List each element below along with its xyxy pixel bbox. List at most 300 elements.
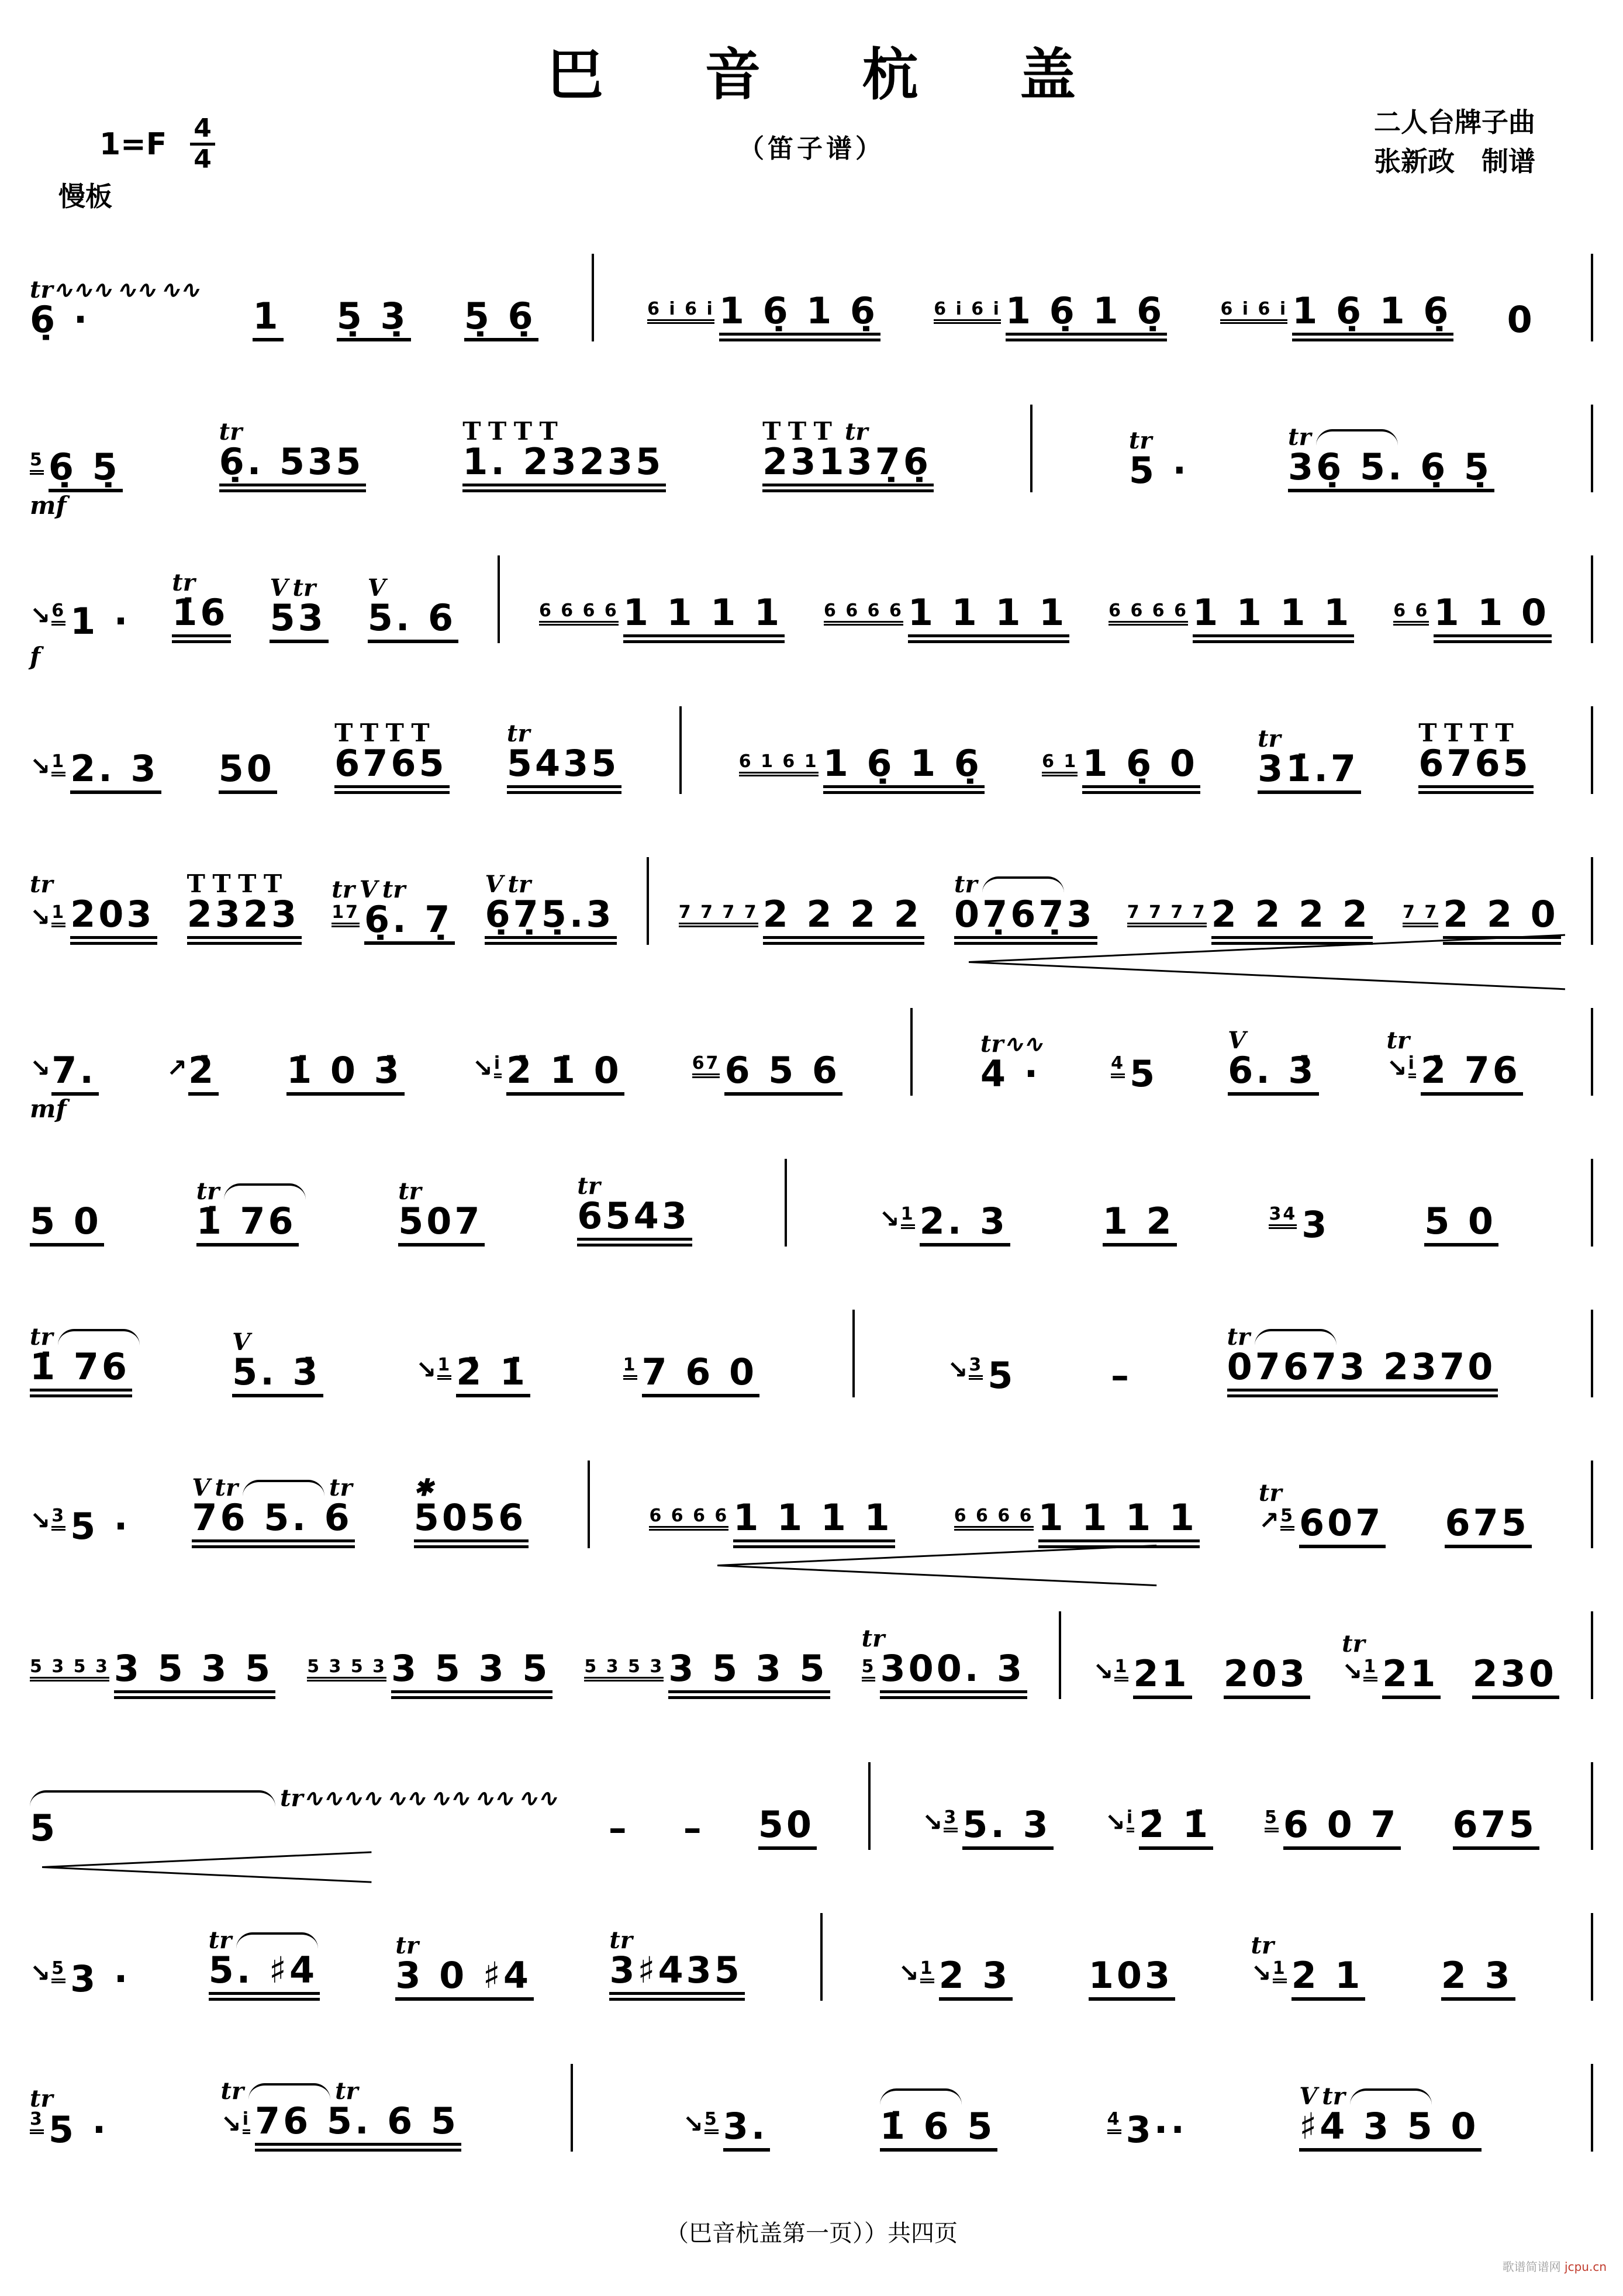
note-group [395,1922,534,2028]
ornament [577,1163,600,1198]
note-row [208,1949,320,2001]
time-signature-top: 4 [194,113,212,143]
note-group [221,2068,462,2178]
ornament-text: tr [577,1172,600,1200]
note-row [1445,1501,1531,1548]
ornament-text: ∿∿ [474,1784,513,1812]
note-group [1269,1171,1332,1273]
grace-notes: 5 [1280,1507,1294,1531]
ornament-text: tr [382,876,406,903]
note-group [30,1314,140,1424]
note-group [1111,1323,1134,1424]
slur-arc [982,876,1064,893]
tonguing-marks: TTTT [187,869,291,898]
note-group [253,263,283,368]
note-text: 5 0 [1424,1203,1498,1247]
ornament [762,409,868,444]
ornament [334,710,438,745]
ornament [30,1314,140,1349]
ornament [1259,1470,1282,1505]
note-group [507,710,622,821]
note-group [472,1017,624,1123]
ornament-text: tr [331,876,355,903]
system-11 [26,1726,1597,1877]
note-group [1445,1470,1531,1575]
ornament-text: tr [329,1474,353,1501]
glissando-arrow: ↘ [416,1355,437,1384]
grace-notes: 5 3 5 3 [307,1658,386,1682]
glissando-arrow: ↘ [1104,1808,1125,1836]
note-row [413,1496,529,1548]
note-text: 6̣7̣5̣.3 [485,896,616,945]
ornament [1129,417,1152,453]
time-signature [190,115,215,174]
system-13 [26,2028,1597,2178]
ornament [1342,1621,1365,1656]
grace-notes: 7 7 7 7 [679,904,758,927]
note-text: 1 6̣ 1 6̣ [1006,293,1167,341]
note-text: 2̇ 1̇ 0 [506,1052,624,1096]
glissando-arrow: ↘ [682,2109,703,2138]
dynamic-marking: f [30,642,41,671]
note-text: 1. 23235 [462,444,666,492]
ornament [232,1319,250,1354]
slur-arc [243,1480,324,1496]
grace-notes: 5 3 5 3 [584,1658,664,1682]
note-group [307,1615,552,1726]
note-group [609,1917,745,2028]
note-row [30,1345,132,1397]
barline [1591,1762,1593,1850]
note-text: 1 6̣ 0 [1082,745,1200,794]
note-row [1128,449,1192,492]
note-group [462,409,666,519]
note-row [922,1803,1054,1850]
note-group [584,1615,830,1726]
note-group [286,1017,405,1123]
grace-notes: 6 6 6 6 [649,1507,728,1531]
barline [1591,1159,1593,1247]
note-group [232,1319,323,1424]
barline [868,1762,871,1850]
note-group [368,565,458,670]
grace-notes: i [494,1055,502,1078]
ornament-text: tr [1128,427,1152,454]
ornament-text: V [192,1474,210,1501]
note-row [980,1052,1043,1096]
note-row [1251,1954,1366,2001]
note-group [1453,1772,1539,1877]
glissando-arrow: ↘ [30,903,51,931]
grace-notes: 5 [862,1658,876,1682]
note-text: – [1111,1354,1132,1397]
note-group [1129,417,1192,519]
note-row [1109,591,1354,643]
note-row [286,1049,405,1096]
score [26,217,1597,2178]
ornament-text: tr [609,1926,633,1954]
grace-notes: 1 [901,1206,915,1229]
note-text: 3 0 ♯4 [395,1957,534,2001]
barline [588,1461,590,1548]
ornament-text: tr [395,1932,419,1959]
note-row [1269,1203,1332,1247]
glissando-arrow: ↘ [1342,1657,1363,1686]
note-group [1107,2076,1190,2178]
note-row [30,1507,133,1548]
note-group [1251,1922,1366,2028]
glissando-arrow: ↘ [30,752,51,781]
grace-notes: 3 [51,1507,65,1531]
ornament [331,866,405,902]
barline [1591,1913,1593,2001]
glissando-arrow: ↘ [472,1054,493,1082]
ornament [1418,710,1522,745]
note-row [1342,1652,1441,1699]
note-group [1228,1017,1318,1123]
note-row [1220,289,1453,341]
note-row [683,1807,707,1850]
grace-notes: 1 [51,753,65,776]
note-group [30,267,199,368]
note-text: 607 [1299,1505,1386,1548]
tonguing-marks: TTTT [462,417,566,446]
ornament [485,861,531,896]
note-text: 1 · [70,600,131,643]
ornament [30,267,199,302]
credit-line-2: 张新政 制谱 [1374,145,1535,177]
note-group [172,560,230,670]
note-row [218,747,277,794]
ornament [1299,2073,1432,2108]
note-row [1441,1954,1515,2001]
note-row [758,1803,817,1850]
note-text: 5. 6 [368,600,458,643]
credits [1374,103,1535,181]
barline [1591,405,1593,492]
subtitle: （笛子谱） [738,134,885,164]
ornament [172,560,195,595]
note-text: 2̇ [188,1052,219,1096]
note-group [609,1775,632,1877]
note-text: 2̇ 1̇ [1139,1807,1213,1850]
note-text: 07673 2370 [1227,1349,1498,1397]
grace-notes: 1 [1114,1658,1128,1682]
barline [852,1310,855,1397]
ornament-text: V [1299,2083,1318,2110]
system-4 [26,670,1597,821]
ornament-text: tr [335,2077,358,2105]
page-note: （巴音杭盖第一页））共四页 [665,2220,958,2247]
note-row [30,1807,60,1850]
note-text: 1̇ 76 [196,1203,299,1247]
note-row [954,893,1097,945]
note-group [1288,414,1494,519]
barline [1591,1310,1593,1397]
note-group [762,409,934,519]
tempo-marking: 慢板 [58,181,112,212]
note-text: 1̇ 6 5 [880,2108,998,2152]
barline [647,857,649,945]
ornament [30,861,53,896]
ornament [462,409,566,444]
note-group [683,1775,707,1877]
note-text: 21 [1133,1656,1192,1699]
note-text: 6 5 6 [724,1052,842,1096]
note-row [367,596,458,643]
ornament-text: tr [30,871,53,898]
slur-arc [1316,429,1398,446]
note-text: 6̣ · [30,298,91,341]
note-group [187,861,302,972]
note-row [1393,591,1552,643]
note-group [219,716,277,821]
note-row [30,1049,99,1096]
note-group [1042,710,1200,821]
grace-notes: 6 i 6 i [647,301,714,324]
note-row [954,1496,1200,1548]
grace-notes: 7 7 [1403,904,1438,927]
note-text: 1 [253,298,283,341]
system-6 [26,972,1597,1123]
ornament-text: tr [507,871,531,898]
note-row [506,742,622,794]
grace-notes: 5 [705,2111,719,2134]
glissando-arrow: ↘ [879,1204,900,1233]
barline [820,1913,823,2001]
note-text: 3 5 3 5 [668,1651,830,1699]
glissando-arrow: ↘ [220,2109,241,2138]
note-group [337,263,411,368]
ornament-text: tr [1227,1323,1251,1351]
note-row [1288,446,1494,492]
note-text: 3. [723,2108,771,2152]
barline [1591,555,1593,643]
credit-line-1: 二人台牌子曲 [1374,106,1535,138]
note-group [1472,1621,1559,1726]
ornament-text: tr [30,2085,53,2112]
grace-notes: i [243,2111,250,2134]
glissando-arrow: ↗ [166,1054,188,1082]
grace-notes: 6 6 6 6 [954,1507,1034,1531]
note-group [30,2076,111,2178]
note-row [398,1200,485,1247]
note-text: 2̇ 76 [1421,1052,1523,1096]
note-text: 1 6̣ 1 6̣ [1292,293,1453,341]
note-group [192,1465,354,1575]
note-group [30,861,157,972]
barline [498,555,500,643]
note-group [1259,1470,1386,1575]
ornament-text: tr [861,1625,885,1652]
watermark-red: jcpu.cn [1565,2260,1607,2274]
note-text: 5 0 [30,1203,104,1247]
note-text: 230 [1472,1656,1559,1699]
grace-notes: 6 i 6 i [934,301,1001,324]
note-group [1105,1772,1213,1877]
note-row [762,440,934,492]
note-group [880,2073,998,2178]
barline [1059,1611,1061,1699]
grace-notes: 1 [920,1960,934,1983]
ornament-text: tr [219,418,243,446]
ornament [219,409,243,444]
note-row [609,1949,745,2001]
note-row [336,295,411,341]
note-row [334,742,450,794]
note-row [861,1647,1028,1699]
ornament-text: tr [1386,1027,1410,1054]
note-group [1103,1168,1177,1273]
note-text: 103 [1089,1957,1175,2001]
grace-notes: 6 [51,602,65,626]
grace-notes: 1 [51,904,65,927]
note-row [538,591,785,643]
note-text: 5 [30,1807,58,1849]
note-text: 507 [398,1203,485,1247]
note-row [1223,1652,1310,1699]
ornament-text: ∿∿ [160,276,200,303]
note-text: 5. 3̇ [232,1354,323,1397]
watermark [1503,2260,1607,2274]
note-row [220,2100,462,2152]
note-group [1441,1922,1515,2028]
note-group [1418,710,1534,821]
ornament-text: ∿∿ [116,276,156,303]
ornament [187,861,291,896]
note-row [30,1200,104,1247]
grace-notes: 17 [331,904,360,927]
note-row [1127,893,1373,945]
note-row [947,1356,1018,1397]
ornament [954,861,1064,896]
footer [0,2215,1623,2248]
ornament [862,1615,885,1651]
note-group [331,866,455,972]
note-text: 5 · [48,2108,109,2151]
note-row [307,1647,552,1699]
grace-notes: 3 [30,2111,44,2134]
note-group [934,258,1167,368]
note-text: 3 · [70,1957,131,2000]
barline [679,706,682,794]
note-text: 203 [70,896,157,945]
note-row [678,893,924,945]
grace-notes: i [1408,1055,1416,1078]
note-text: 2 2 2 2 [1211,896,1373,945]
time-signature-bottom: 4 [190,143,215,174]
note-text: 2323 [187,896,302,945]
note-group [30,1017,99,1123]
barline [1591,857,1593,945]
system-8 [26,1273,1597,1424]
note-group [30,567,133,670]
ornament-text: V [232,1328,251,1356]
glissando-arrow: ↗ [1258,1506,1280,1535]
note-text: 1 1 1 1 [623,595,785,643]
note-row [1111,1354,1134,1397]
ornament-text: V [1228,1027,1246,1054]
note-text: 6. 3̇ [1228,1052,1318,1096]
note-row [464,295,538,341]
note-row [30,2108,111,2152]
note-group [692,1017,842,1123]
note-text: ♯4 3 5 0 [1299,2108,1481,2152]
note-text: 675 [1445,1505,1531,1548]
note-text: 1̇6 [172,595,230,643]
system-10 [26,1575,1597,1726]
note-group [30,414,123,519]
note-group [270,565,328,670]
note-row [1102,1200,1177,1247]
crescendo-hairpin [42,1853,372,1879]
slur-arc [880,2088,962,2105]
note-row [692,1049,842,1096]
note-text: 1 1 1 1 [733,1500,895,1548]
note-text: 5 · [1128,449,1190,492]
note-group [1507,267,1538,368]
note-group [1093,1621,1192,1726]
note-group [398,1168,485,1273]
note-text: 7 6 0 [642,1354,760,1397]
barline [571,2064,573,2152]
grace-notes: 1 [437,1356,451,1380]
grace-notes: 1 [1273,1960,1287,1983]
note-text: 3 5 3 5 [114,1651,275,1699]
note-row [270,596,328,643]
barline [1591,1008,1593,1096]
ornament-text: tr∿∿∿∿ [280,1784,382,1812]
note-group [1227,1314,1498,1424]
note-text: – [608,1807,630,1849]
note-text: 300. 3 [880,1651,1027,1699]
grace-notes: 1 [623,1356,637,1380]
ornament [1228,1017,1246,1052]
ornament [1227,1314,1337,1349]
note-group [416,1319,530,1424]
ornament-text: tr [506,720,530,747]
ornament-text: tr∿∿∿ [30,276,112,303]
note-group [922,1772,1054,1877]
slur-arc [1350,2088,1432,2105]
tonguing-marks: TTTT [334,719,438,747]
note-group [679,861,924,972]
note-group [30,1472,133,1575]
grace-notes: 6 6 [1393,602,1429,626]
ornament-text: tr [398,1178,422,1205]
note-group [862,1615,1028,1726]
barline [1030,405,1032,492]
note-group [485,861,616,972]
ornament [221,2068,358,2103]
ornament [395,1922,419,1957]
note-group [1258,716,1361,821]
note-row [485,893,616,945]
note-text: 1 2 [1103,1203,1177,1247]
note-text: 6̣. 7̣ [364,902,455,945]
ornament-text: tr [208,1926,232,1954]
note-text: 76 5. 6 [192,1500,354,1548]
grace-notes: 5 3 5 3 [30,1658,109,1682]
note-group [1386,1017,1523,1123]
grace-notes: 67 [692,1055,720,1078]
dynamic-marking: mf [30,1095,67,1123]
note-row [30,602,133,643]
ornament-text: ∿∿ [517,1784,557,1812]
ornament-text: tr∿∿ [980,1030,1043,1058]
tonguing-marks: TTT [762,417,840,446]
note-group [683,2073,771,2178]
